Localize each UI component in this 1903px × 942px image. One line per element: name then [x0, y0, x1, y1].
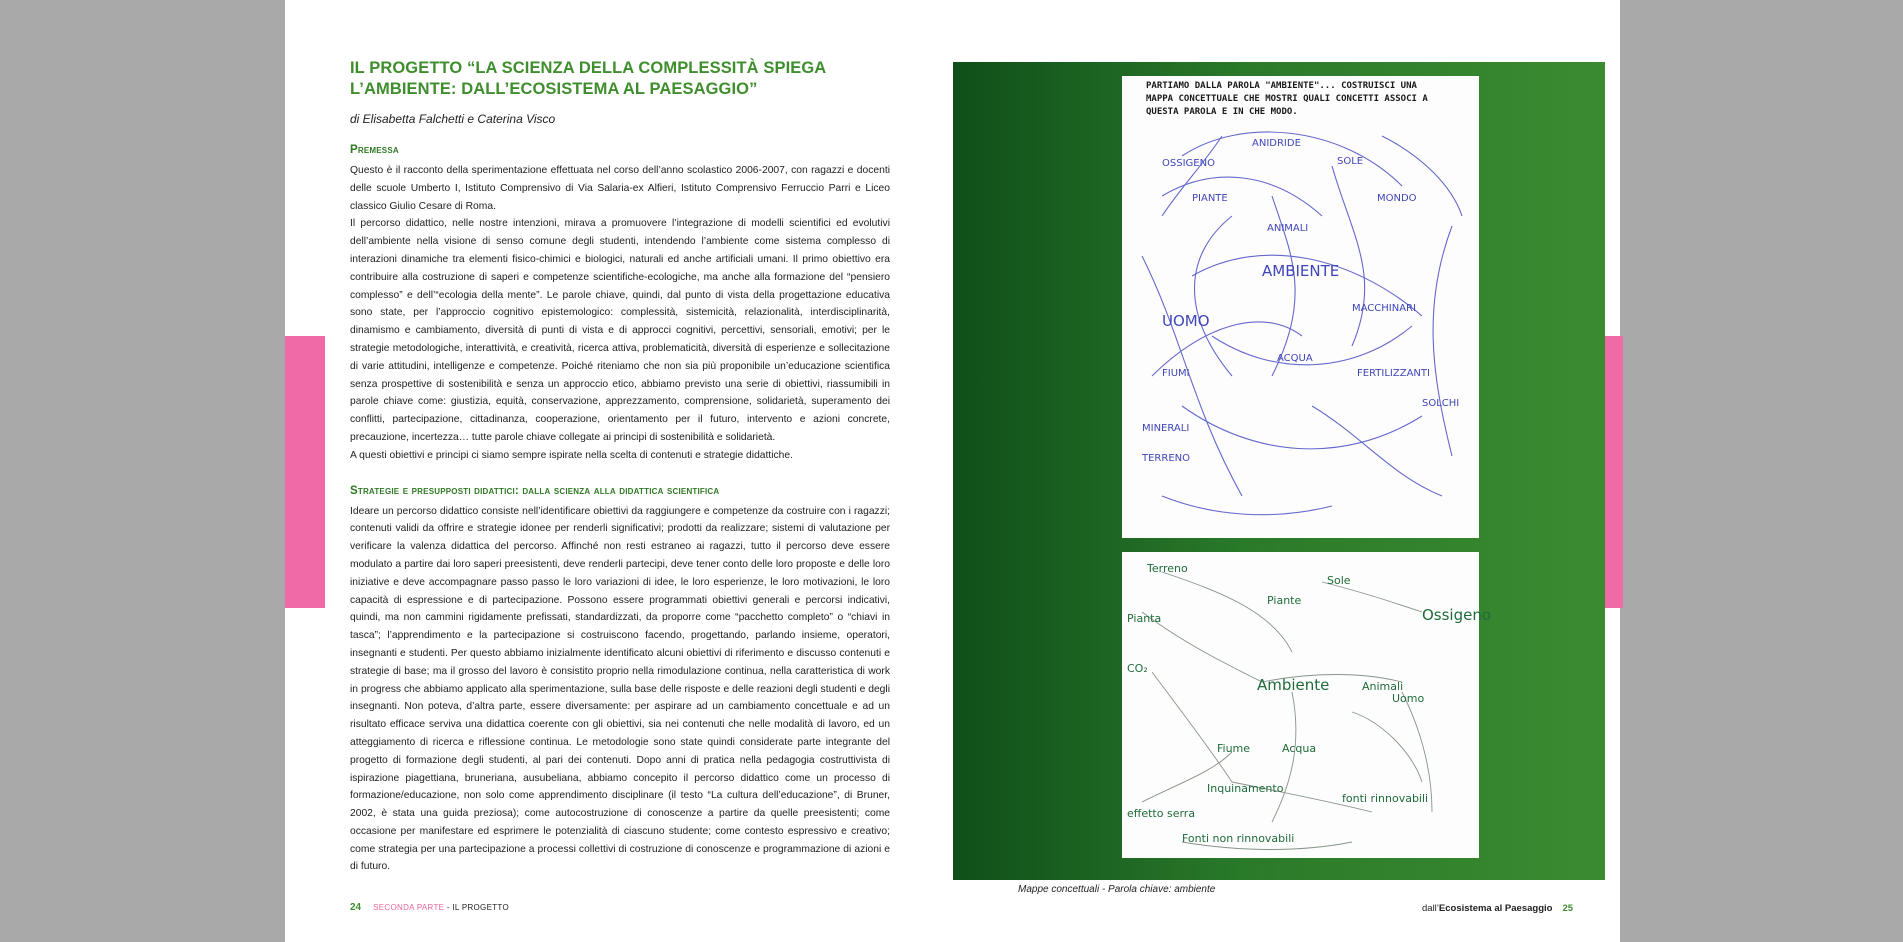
sketch-word: ANIMALI [1267, 223, 1309, 234]
page-number: 24 [350, 902, 362, 913]
sketch-word: MACCHINARI [1352, 303, 1416, 314]
paragraph: Il percorso didattico, nelle nostre intenzioni, mirava a promuovere l’integrazione di modelli scientifici ed evolutivi dell’ambiente nella visione di senso comune degli studenti, intendendo l’ambiente come sistema complesso di interazioni dinamiche tra elementi fisico-chimici e biologici, naturali ed anche artificiali umani. Il primo obiettivo era contribuire alla costruzione di saperi e competenze scientifiche-ecologiche, ma anche alla formazione del “pensiero complesso” e dell’“ecologia della mente”. Le parole chiave, quindi, dal punto di vista della progettazione educativa sono state, per l’approccio cognitivo epistemologico: complessità, sistemicità, relazionalità, interdisciplinarità, dinamismo e cambiamento, diversità di punti di vista e di approcci cognitivi, percettivi, sensoriali, emotivi; per le strategie metodologiche, interattività, e creatività, ricerca attiva, problematicità, diversità di esperienze e sollecitazione di varie attitudini, intelligenze e competenze. Poiché riteniamo che non sia più proponibile un’educazione scientifica senza prospettive di sostenibilità e senza un approccio etico, abbiamo previsto una serie di obiettivi, riassumibili in parole chiave come: giustizia, equità, conservazione, apprezzamento, comprensione, solidarietà, superamento dei conflitti, partecipazione, cittadinanza, cooperazione, orientamento per il futuro, intervento e azioni concrete, precauzione, incertezza… tutte parole chiave collegate ai principi di sostenibilità e solidarietà. [350, 218, 890, 443]
sketch-word: Piante [1267, 594, 1302, 607]
sketch-word: MONDO [1377, 193, 1417, 204]
sketch-word: AMBIENTE [1262, 262, 1340, 280]
paragraph: A questi obiettivi e principi ci siamo sempre ispirate nella scelta di contenuti e strategie didattiche. [350, 449, 793, 461]
sketch-word: Sole [1327, 574, 1351, 587]
book-spread [285, 0, 1620, 942]
footer-sep: - [444, 903, 453, 912]
sketch-word: Pianta [1127, 612, 1162, 625]
left-pink-tab [285, 336, 325, 608]
paragraph: Ideare un percorso didattico consiste nell’identificare obiettivi da raggiungere e competenze da costruire con i ragazzi; contenuti validi da offrire e strategie idonee per renderli significativi; prodotti da realizzare; sistemi di valutazione per verificare la valenza didattica del percorso. Affinché non resti estraneo ai ragazzi, tutto il percorso deve essere modulato a partire dai loro saperi preesistenti, deve renderli partecipi, deve tener conto delle loro proposte e delle loro iniziative e deve accompagnare passo passo le loro variazioni di idee, le loro esperienze, le loro motivazioni, le loro capacità di espressione e di partecipazione. Possono essere programmati obiettivi generali e percorsi indicativi, quindi, ma non cammini rigidamente prefissati, standardizzati, da proporre come “pacchetto completo” o “chiavi in tasca”; l’apprendimento e la partecipazione si costruiscono facendo, progettando, parlando insieme, operatori, insegnanti e studenti. Per questo abbiamo inizialmente identificato alcuni obiettivi di riferimento e discusso contenuti e strategie di base; ma il grosso del lavoro è consistito proprio nella rimodulazione continua, nella caratteristica di work in progress che abbiamo applicato alla sperimentazione, sulla base delle risposte e delle reazioni degli studenti e degli insegnanti. Non poteva, d’altra parte, essere diversamente: per aspirare ad un cambiamento concettuale e ad un risultato efficace serviva una didattica coerente con gli obiettivi, sia nei contenuti che nelle modalità di lavoro, ed un atteggiamento di ricerca e riflessione continua. Le metodologie sono state quindi considerate parte integrante del progetto di formazione degli studenti, al pari dei contenuti. Dopo anni di pratica nella pedagogia costruttivista di ispirazione piagettiana, bruneriana, ausubeliana, abbiamo concepito il percorso didattico come un processo di formazione/educazione, non solo come apprendimento disciplinare (il testo “La cultura dell’educazione”, di Bruner, 2002, è stata una guida preziosa); come autocostruzione di conoscenze a partire da quelle preesistenti; come occasione per manifestare ed esprimere le potenzialità di ciascuno studente; come contesto espressivo e creativo; come strategia per una partecipazione a processi collettivi di costruzione di conoscenze e programmazione di azioni e di futuro. [350, 505, 890, 873]
sketch-word: Ambiente [1257, 676, 1330, 694]
sketch-word: FERTILIZZANTI [1357, 368, 1430, 379]
footer-right [1422, 903, 1573, 914]
sketch-word: Animali [1362, 680, 1404, 693]
sketch-word: Inquinamento [1207, 782, 1284, 795]
sketch-word: ANIDRIDE [1252, 138, 1301, 149]
footer-title: Ecosistema al Paesaggio [1438, 903, 1553, 914]
sketch-word: UOMO [1162, 312, 1210, 330]
authors: di Elisabetta Falchetti e Caterina Visco [350, 112, 556, 126]
figure-caption: Mappe concettuali - Parola chiave: ambiente [1018, 884, 1216, 895]
sketch-word: fonti rinnovabili [1342, 792, 1429, 805]
sketch-word: SOLCHI [1422, 398, 1460, 409]
article-title: IL PROGETTO “LA SCIENZA DELLA COMPLESSITÀ SPIEGA L’AMBIENTE: DALL’ECOSISTEMA AL PAESAGGIO” [350, 59, 826, 98]
footer-left [350, 902, 509, 913]
sketch-word: PIANTE [1192, 193, 1228, 204]
sketch-word: effetto serra [1127, 807, 1196, 820]
sketch-word: Acqua [1282, 742, 1317, 755]
section-heading-strategie: Strategie e presupposti didattici: dalla scienza alla didattica scientifica [350, 484, 720, 497]
sketch-word: ACQUA [1277, 353, 1313, 364]
sketch-word: FIUMI [1162, 368, 1190, 379]
figure-panel [953, 62, 1605, 880]
page-number-right: 25 [1562, 903, 1574, 914]
sketch-prompt: PARTIAMO DALLA PAROLA "AMBIENTE"... COSTRUISCI UNA MAPPA CONCETTUALE CHE MOSTRI QUALI CONCETTI ASSOCI A QUESTA PAROLA E IN CHE MODO. [1146, 81, 1428, 117]
concept-map-drawing [1122, 76, 1479, 538]
sketch-word: SOLE [1337, 156, 1364, 167]
sketch-word: Ossigeno [1422, 606, 1492, 624]
concept-map-drawing-2 [1122, 552, 1492, 858]
sketch-word: Fonti non rinnovabili [1182, 832, 1295, 845]
sketch-word: TERRENO [1142, 453, 1190, 464]
footer-pre: dall’ [1422, 903, 1439, 914]
footer-section: IL PROGETTO [452, 903, 509, 912]
concept-map-sketch-1 [1122, 76, 1479, 538]
sketch-word: Fiume [1217, 742, 1251, 755]
concept-map-sketch-2 [1122, 552, 1492, 858]
sketch-word: OSSIGENO [1162, 158, 1215, 169]
section-heading-premessa: Premessa [350, 144, 399, 156]
footer-part: SECONDA PARTE [373, 903, 445, 912]
sketch-word: CO₂ [1127, 662, 1148, 675]
paragraph: Questo è il racconto della sperimentazione effettuata nel corso dell’anno scolastico 2006-2007, con ragazzi e docenti delle scuole Umberto I, Istituto Comprensivo di Via Salaria-ex Alfieri, Istituto Comprensivo Ferruccio Parri e Liceo classico Giulio Cesare di Roma. [350, 165, 890, 212]
sketch-word: Uomo [1392, 692, 1425, 705]
left-page [350, 58, 890, 876]
sketch-word: Terreno [1147, 562, 1188, 575]
sketch-word: MINERALI [1142, 423, 1190, 434]
